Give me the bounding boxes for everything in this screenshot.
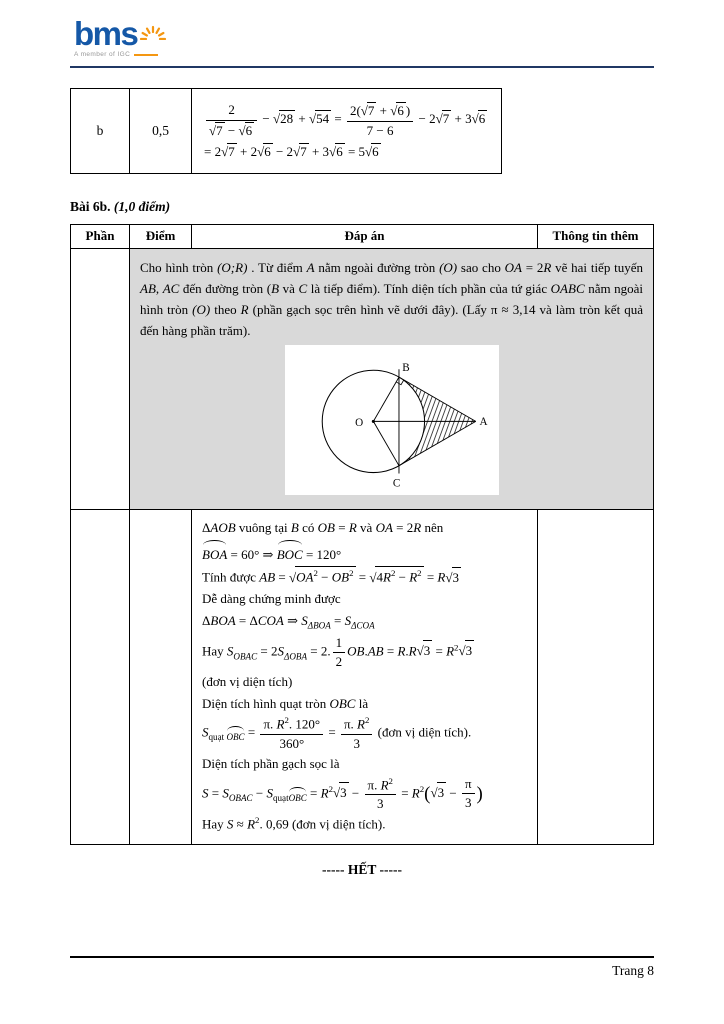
logo-tagline-row	[74, 51, 168, 58]
logo-tagline: A member of IGC	[74, 51, 131, 59]
sun-rays-icon	[138, 16, 168, 40]
center-point	[371, 420, 374, 423]
formula-line: ΔBOA = ΔCOA ⇒ $S_{\Delta BOA} = S_{\Delta COA}$	[202, 612, 375, 631]
header-cell-phan: Phần	[85, 228, 115, 243]
formula-line: $\frac{2}{√7 - √6}$ − √28 + √54 = $\frac{2(√7 + √6 )}{7 - 6}$ − 2√7 + 3√6	[204, 102, 487, 139]
footer-rule	[70, 956, 654, 958]
score-part-cell: b	[96, 123, 104, 138]
formula-line: Tính được AB = $√OA^2 - OB^2 = √4R^2 - R^2 = R√3$	[202, 566, 531, 587]
formula-line: Hay $S_{OBAC} = 2S_{\Delta OBA} = 2$. $\frac{1}{2}$ $OB.AB = R.R√3 = R^2√3$	[202, 634, 473, 669]
solution-part-cell	[71, 509, 129, 844]
formula-line: = 2√7 + 2√6 − 2√7 + 3√6 = 5√6	[204, 143, 379, 159]
label-O: O	[354, 417, 363, 430]
logo	[74, 15, 168, 59]
formula-line: Dễ dàng chứng minh được	[202, 591, 341, 607]
label-C: C	[392, 477, 400, 490]
score-formula-cell	[191, 89, 501, 173]
problem-part-cell	[71, 248, 129, 509]
header-cell-dap-an: Đáp án	[191, 225, 537, 248]
label-B: B	[401, 362, 410, 375]
answer-table	[70, 224, 654, 845]
logo-accent-bar	[134, 54, 158, 56]
formula-line: $S = S_{OBAC} - S_{quạt OBC} = R^2√3$ − $\frac{\pi. R^2}{3}$ = $R^2(√3$ − $\frac{\pi}{3}$ )	[202, 775, 483, 812]
header-rule	[70, 66, 654, 68]
section-points: (1,0 điểm)	[113, 199, 171, 214]
section-title: Bài 6b.	[70, 199, 111, 214]
problem-statement: Cho hình tròn (O;R) . Từ điểm A nằm ngoài đường tròn (O) sao cho OA = 2R vẽ hai tiếp tuyến AB, AC đến đường tròn (B và C là tiếp điểm). Tính diện tích phần của tứ giác OABC nằm ngoài hình tròn (O) theo R (phần gạch sọc trên hình vẽ dưới đây). (Lấy π ≈ 3,14 và làm tròn kết quả đến hàng phần trăm).	[140, 260, 644, 339]
label-A: A	[478, 416, 488, 429]
section-heading	[70, 199, 170, 215]
figure-wrap	[140, 345, 643, 499]
score-table	[70, 88, 502, 174]
formula-line: BOA = 60° ⇒ BOC = 120°	[202, 540, 531, 565]
formula-line: Diện tích phần gạch sọc là	[202, 756, 340, 772]
geometry-figure	[285, 345, 499, 495]
logo-row	[74, 15, 168, 52]
header-cell-thong-tin: Thông tin thêm	[537, 225, 653, 248]
solution-points-cell	[129, 509, 191, 844]
formula-line: $S_{quạt OBC}$ = $\frac{\pi. R^2. 120^\circ}{360^\circ}$ = $\frac{\pi. R^2}{3}$ (đơn vị diện tích).	[202, 715, 472, 751]
problem-cell	[129, 248, 653, 509]
logo-text: bms	[74, 15, 138, 52]
formula-line: Hay $S \approx R^2$. 0,69 (đơn vị diện tích).	[202, 815, 386, 832]
end-marker: ----- HẾT -----	[322, 862, 402, 877]
score-points-cell: 0,5	[129, 89, 191, 173]
formula-line: (đơn vị diện tích)	[202, 674, 293, 690]
page-number: Trang 8	[612, 963, 654, 978]
header-cell-diem: Điểm	[129, 225, 191, 248]
solution-cell	[191, 509, 537, 844]
formula-line: Diện tích hình quạt tròn OBC là	[202, 695, 369, 711]
solution-note-cell	[537, 509, 653, 844]
formula-line: ΔAOB vuông tại B có OB = R và OA = 2R nên	[202, 520, 444, 536]
